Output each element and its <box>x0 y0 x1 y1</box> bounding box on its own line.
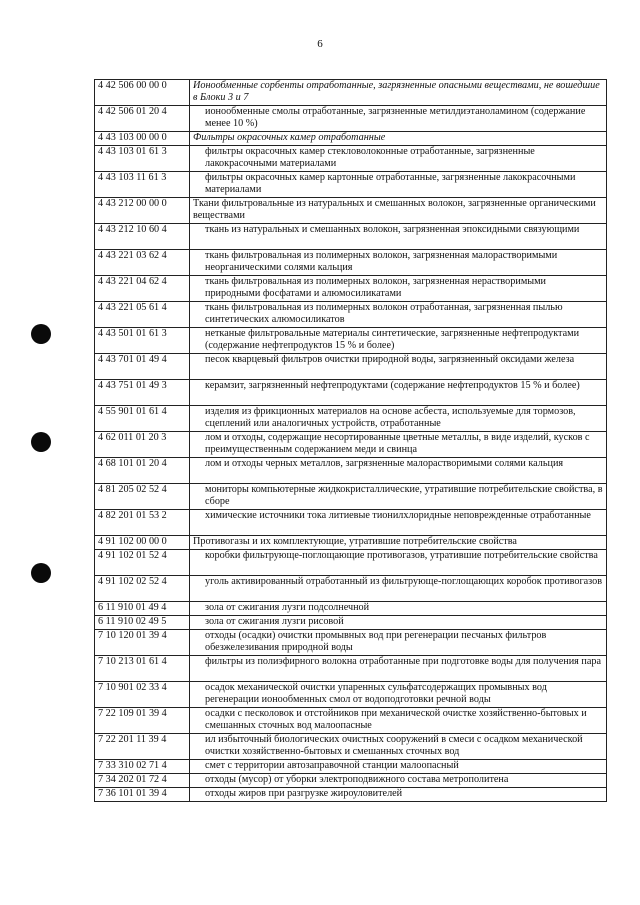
waste-code-cell: 4 62 011 01 20 3 <box>95 432 190 458</box>
table-row <box>95 328 607 354</box>
waste-code-cell: 4 42 506 01 20 4 <box>95 106 190 132</box>
waste-name-cell: ткань фильтровальная из полимерных волокон отработанная, загрязненная пылью синтетических алюмосиликатов <box>190 302 607 328</box>
waste-code-cell: 4 43 103 00 00 0 <box>95 132 190 146</box>
waste-name-cell: Фильтры окрасочных камер отработанные <box>190 132 607 146</box>
waste-code-cell: 4 43 212 00 00 0 <box>95 198 190 224</box>
waste-name-cell: лом и отходы, содержащие несортированные цветные металлы, в виде изделий, кусков с преимущественным содержанием меди и свинца <box>190 432 607 458</box>
table-row <box>95 198 607 224</box>
waste-name-cell: осадок механической очистки упаренных сульфатсодержащих промывных вод регенерации ионообменных смол от водоподготовки речной воды <box>190 682 607 708</box>
table-row <box>95 708 607 734</box>
waste-name-cell: Противогазы и их комплектующие, утратившие потребительские свойства <box>190 536 607 550</box>
waste-code-cell: 4 43 751 01 49 3 <box>95 380 190 406</box>
waste-name-cell: лом и отходы черных металлов, загрязненные малорастворимыми солями кальция <box>190 458 607 484</box>
table-row <box>95 250 607 276</box>
table-row <box>95 656 607 682</box>
waste-name-cell: зола от сжигания лузги рисовой <box>190 616 607 630</box>
punch-hole-mark <box>31 563 51 583</box>
waste-code-cell: 4 82 201 01 53 2 <box>95 510 190 536</box>
waste-name-cell: фильтры окрасочных камер стекловолоконные отработанные, загрязненные лакокрасочными материалами <box>190 146 607 172</box>
table-row <box>95 106 607 132</box>
waste-code-cell: 4 43 103 11 61 3 <box>95 172 190 198</box>
table-row <box>95 132 607 146</box>
table-row <box>95 602 607 616</box>
waste-code-cell: 4 91 102 02 52 4 <box>95 576 190 602</box>
waste-codes-table-body <box>95 80 607 802</box>
waste-code-cell: 4 55 901 01 61 4 <box>95 406 190 432</box>
table-row <box>95 224 607 250</box>
waste-name-cell: фильтры из полиэфирного волокна отработанные при подготовке воды для получения пара <box>190 656 607 682</box>
table-row <box>95 354 607 380</box>
waste-code-cell: 7 36 101 01 39 4 <box>95 788 190 802</box>
waste-code-cell: 6 11 910 02 49 5 <box>95 616 190 630</box>
table-row <box>95 774 607 788</box>
waste-name-cell: химические источники тока литиевые тионилхлоридные неповрежденные отработанные <box>190 510 607 536</box>
table-row <box>95 550 607 576</box>
waste-name-cell: песок кварцевый фильтров очистки природной воды, загрязненный оксидами железа <box>190 354 607 380</box>
waste-code-cell: 6 11 910 01 49 4 <box>95 602 190 616</box>
waste-code-cell: 7 22 201 11 39 4 <box>95 734 190 760</box>
table-row <box>95 616 607 630</box>
table-row <box>95 536 607 550</box>
table-row <box>95 406 607 432</box>
table-row <box>95 734 607 760</box>
page-number: 6 <box>317 38 323 50</box>
waste-code-cell: 7 10 901 02 33 4 <box>95 682 190 708</box>
waste-name-cell: ткань фильтровальная из полимерных волокон, загрязненная нерастворимыми природными фосфатами и алюмосиликатами <box>190 276 607 302</box>
table-row <box>95 510 607 536</box>
waste-name-cell: Ткани фильтровальные из натуральных и смешанных волокон, загрязненные органическими веществами <box>190 198 607 224</box>
waste-name-cell: осадки с песколовок и отстойников при механической очистке хозяйственно-бытовых и смешанных сточных вод малоопасные <box>190 708 607 734</box>
waste-code-cell: 4 43 103 01 61 3 <box>95 146 190 172</box>
waste-code-cell: 4 68 101 01 20 4 <box>95 458 190 484</box>
waste-code-cell: 4 91 102 00 00 0 <box>95 536 190 550</box>
waste-name-cell: отходы (осадки) очистки промывных вод при регенерации песчаных фильтров обезжелезивания природной воды <box>190 630 607 656</box>
waste-code-cell: 7 10 120 01 39 4 <box>95 630 190 656</box>
waste-name-cell: мониторы компьютерные жидкокристаллические, утратившие потребительские свойства, в сборе <box>190 484 607 510</box>
waste-code-cell: 4 91 102 01 52 4 <box>95 550 190 576</box>
table-row <box>95 146 607 172</box>
table-row <box>95 788 607 802</box>
waste-code-cell: 7 22 109 01 39 4 <box>95 708 190 734</box>
table-row <box>95 80 607 106</box>
waste-name-cell: смет с территории автозаправочной станции малоопасный <box>190 760 607 774</box>
waste-name-cell: уголь активированный отработанный из фильтрующе-поглощающих коробок противогазов <box>190 576 607 602</box>
punch-hole-mark <box>31 432 51 452</box>
waste-name-cell: нетканые фильтровальные материалы синтетические, загрязненные нефтепродуктами (содержание нефтепродуктов 15 % и более) <box>190 328 607 354</box>
table-row <box>95 380 607 406</box>
table-row <box>95 630 607 656</box>
table-row <box>95 760 607 774</box>
waste-name-cell: изделия из фрикционных материалов на основе асбеста, используемые для тормозов, сцеплений или аналогичных устройств, отработанные <box>190 406 607 432</box>
waste-name-cell: отходы жиров при разгрузке жироуловителей <box>190 788 607 802</box>
waste-code-cell: 7 33 310 02 71 4 <box>95 760 190 774</box>
waste-name-cell: ткань фильтровальная из полимерных волокон, загрязненная малорастворимыми неорганическими солями кальция <box>190 250 607 276</box>
table-row <box>95 302 607 328</box>
table-row <box>95 432 607 458</box>
table-row <box>95 172 607 198</box>
waste-name-cell: отходы (мусор) от уборки электроподвижного состава метрополитена <box>190 774 607 788</box>
waste-code-cell: 7 10 213 01 61 4 <box>95 656 190 682</box>
waste-name-cell: ил избыточный биологических очистных сооружений в смеси с осадком механической очистки хозяйственно-бытовых и смешанных сточных вод <box>190 734 607 760</box>
waste-name-cell: Ионообменные сорбенты отработанные, загрязненные опасными веществами, не вошедшие в Блоки 3 и 7 <box>190 80 607 106</box>
waste-name-cell: фильтры окрасочных камер картонные отработанные, загрязненные лакокрасочными материалами <box>190 172 607 198</box>
waste-code-cell: 4 43 221 04 62 4 <box>95 276 190 302</box>
waste-code-cell: 4 43 501 01 61 3 <box>95 328 190 354</box>
waste-name-cell: ткань из натуральных и смешанных волокон, загрязненная эпоксидными связующими <box>190 224 607 250</box>
table-row <box>95 484 607 510</box>
waste-name-cell: зола от сжигания лузги подсолнечной <box>190 602 607 616</box>
waste-name-cell: коробки фильтрующе-поглощающие противогазов, утратившие потребительские свойства <box>190 550 607 576</box>
table-row <box>95 576 607 602</box>
waste-code-cell: 4 43 212 10 60 4 <box>95 224 190 250</box>
waste-code-cell: 4 81 205 02 52 4 <box>95 484 190 510</box>
waste-code-cell: 4 43 221 03 62 4 <box>95 250 190 276</box>
waste-name-cell: керамзит, загрязненный нефтепродуктами (содержание нефтепродуктов 15 % и более) <box>190 380 607 406</box>
waste-code-cell: 7 34 202 01 72 4 <box>95 774 190 788</box>
table-row <box>95 276 607 302</box>
table-row <box>95 682 607 708</box>
waste-codes-table <box>94 79 607 802</box>
waste-code-cell: 4 43 701 01 49 4 <box>95 354 190 380</box>
waste-name-cell: ионообменные смолы отработанные, загрязненные метилдиэтаноламином (содержание менее 10 %) <box>190 106 607 132</box>
punch-hole-mark <box>31 324 51 344</box>
waste-code-cell: 4 43 221 05 61 4 <box>95 302 190 328</box>
waste-code-cell: 4 42 506 00 00 0 <box>95 80 190 106</box>
table-row <box>95 458 607 484</box>
